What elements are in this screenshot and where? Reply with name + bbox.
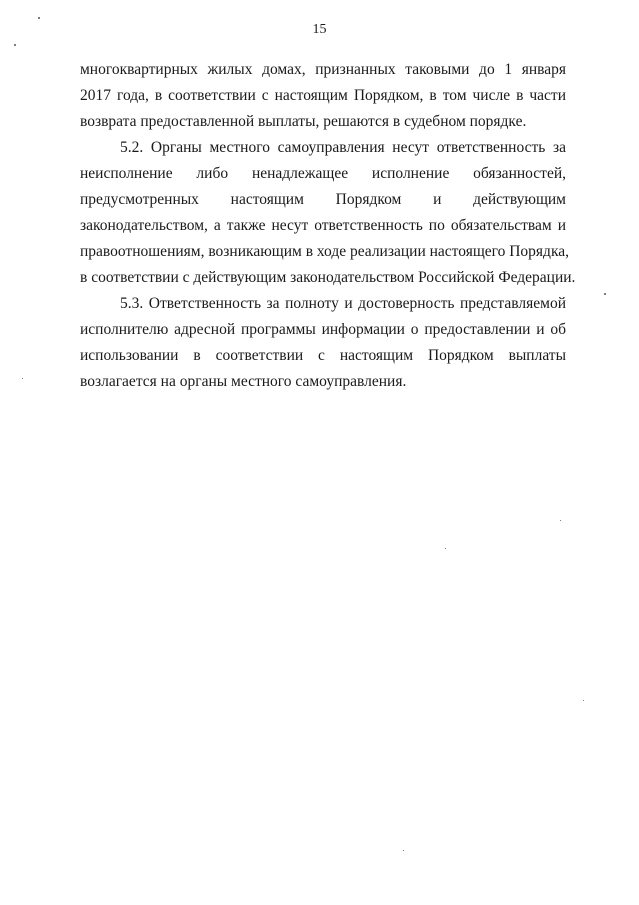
paragraph-section-5-3 [80, 291, 566, 395]
text-line: использовании в соответствии с настоящим Порядком выплаты [80, 347, 566, 364]
text-line: в соответствии с действующим законодательством Российской Федерации. [80, 269, 576, 286]
text-line: возврата предоставленной выплаты, решаются в судебном порядке. [80, 113, 527, 130]
scan-speck [445, 548, 446, 549]
page-number: 15 [312, 22, 327, 37]
scan-speck [14, 44, 16, 46]
text-line: 5.3. Ответственность за полноту и достоверность представляемой [120, 295, 566, 312]
scan-speck [560, 520, 561, 521]
document-body [80, 57, 576, 395]
text-line: многоквартирных жилых домах, признанных таковыми до 1 января [80, 61, 566, 78]
scan-speck [604, 293, 606, 295]
scan-speck [22, 378, 23, 379]
text-line: возлагается на органы местного самоуправления. [80, 373, 407, 390]
text-line: предусмотренных настоящим Порядком и действующим [80, 191, 566, 208]
text-line: неисполнение либо ненадлежащее исполнение обязанностей, [80, 165, 566, 182]
text-line: исполнителю адресной программы информации о предоставлении и об [80, 321, 566, 338]
paragraph-continuation [80, 57, 566, 135]
scan-speck [403, 850, 404, 851]
text-line: 5.2. Органы местного самоуправления несут ответственность за [120, 139, 566, 156]
paragraph-section-5-2 [80, 135, 576, 291]
scan-speck [38, 17, 40, 19]
scan-speck [583, 700, 584, 701]
text-line: правоотношениям, возникающим в ходе реализации настоящего Порядка, [80, 243, 569, 260]
text-line: 2017 года, в соответствии с настоящим Порядком, в том числе в части [80, 87, 566, 104]
text-line: законодательством, а также несут ответственность по обязательствам и [80, 217, 566, 234]
